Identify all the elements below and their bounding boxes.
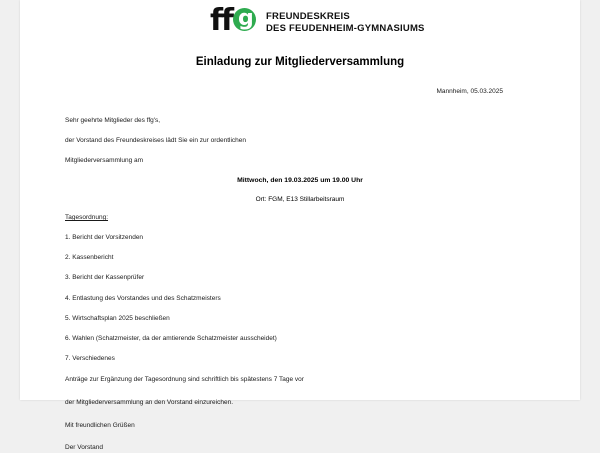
greeting: Mit freundlichen Grüßen (65, 421, 135, 429)
notice-line-2: der Mitgliederversammlung an den Vorstand einzureichen. (65, 398, 234, 406)
logo-ff-text: ff (210, 3, 233, 38)
meeting-datetime: Mittwoch, den 19.03.2025 um 19.00 Uhr (237, 177, 363, 185)
letter-closing (65, 375, 535, 453)
agenda-list (65, 234, 535, 362)
signature: Der Vorstand (65, 444, 103, 452)
list-item: 6. Wahlen (Schatzmeister, da der amtierende Schatzmeister ausscheidet) (65, 334, 277, 342)
notice-line-1: Anträge zur Ergänzung der Tagesordnung sind schriftlich bis spätestens 7 Tage vor (65, 376, 304, 384)
meeting-location: Ort: FGM, E13 Stillarbeitsraum (255, 195, 345, 203)
letter-body (65, 117, 535, 453)
logo-g-circle (233, 8, 256, 31)
document-page (20, 0, 580, 452)
list-item: 1. Bericht der Vorsitzenden (65, 234, 144, 242)
intro-line-1: der Vorstand des Freundeskreises lädt Sie ein zur ordentlichen (65, 137, 247, 145)
agenda-heading: Tagesordnung: (65, 214, 109, 222)
document-content (20, 0, 580, 453)
salutation: Sehr geehrte Mitglieder des ffg's, (65, 117, 161, 124)
intro-line-2: Mitgliederversammlung am (65, 157, 144, 165)
list-item: 7. Verschiedenes (65, 355, 115, 363)
page-title: Einladung zur Mitgliederversammlung (195, 56, 405, 68)
letterhead (65, 0, 535, 42)
place-and-date: Mannheim, 05.03.2025 (436, 88, 503, 95)
list-item: 2. Kassenbericht (65, 254, 114, 262)
list-item: 5. Wirtschaftsplan 2025 beschließen (65, 314, 170, 322)
org-line-2: DES FEUDENHEIM-GYMNASIUMS (266, 23, 425, 34)
logo-g-letter: g (238, 6, 254, 31)
list-item: 3. Bericht der Kassenprüfer (65, 274, 145, 282)
list-item: 4. Entlastung des Vorstandes und des Schatzmeisters (65, 294, 221, 302)
ffg-logo-icon (210, 3, 256, 40)
organization-name (266, 11, 425, 35)
org-line-1: FREUNDESKREIS (266, 11, 350, 23)
